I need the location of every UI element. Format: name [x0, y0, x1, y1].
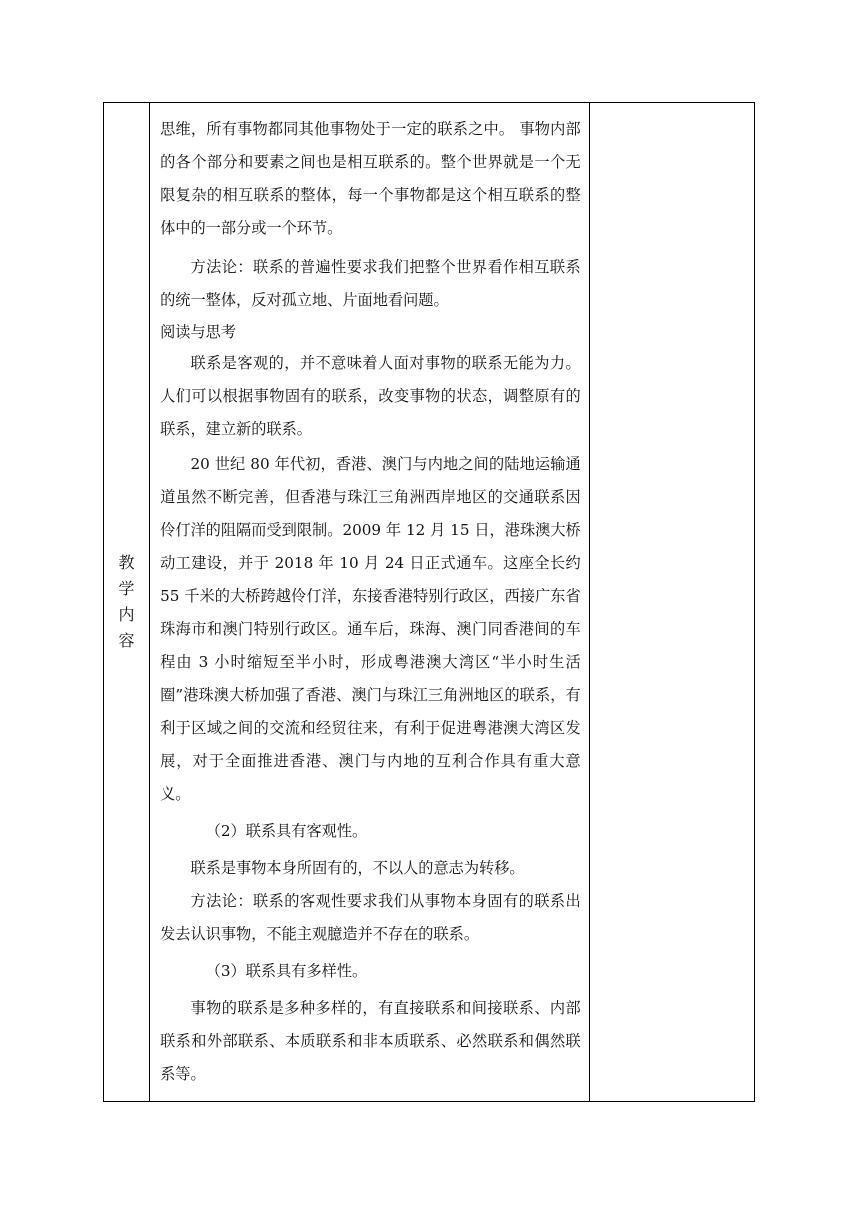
notes-cell	[589, 103, 754, 1102]
section-heading: （3）联系具有多样性。	[205, 962, 368, 980]
paragraph: 事物的联系是多种多样的，有直接联系和间接联系、内部联系和外部联系、本质联系和非本质联系、必然联系和偶然联系等。	[160, 999, 581, 1083]
paragraph: 思维，所有事物都同其他事物处于一定的联系之中。 事物内部的各个部分和要素之间也是相互联系的。整个世界就是一个无限复杂的相互联系的整体，每一个事物都是这个相互联系的整体中的一部分或一个环节。	[160, 120, 581, 237]
content-cell	[150, 103, 590, 1102]
paragraph: 方法论：联系的客观性要求我们从事物本身固有的联系出发去认识事物，不能主观臆造并不存在的联系。	[160, 892, 581, 943]
row-label: 教学内容	[118, 553, 135, 650]
section-heading: （2）联系具有客观性。	[205, 822, 368, 840]
paragraph: 方法论：联系的普遍性要求我们把整个世界看作相互联系的统一整体，反对孤立地、片面地看问题。	[160, 258, 581, 309]
paragraph: 联系是事物本身所固有的，不以人的意志为转移。	[190, 859, 525, 877]
row-label-cell	[104, 103, 150, 1102]
section-heading: 阅读与思考	[160, 323, 236, 341]
table-row	[104, 103, 755, 1102]
paragraph: 20 世纪 80 年代初，香港、澳门与内地之间的陆地运输通道虽然不断完善，但香港与珠江三角洲西岸地区的交通联系因伶仃洋的阻隔而受到限制。2009 年 12 月 15 日，港珠澳大桥动工建设，并于 2018 年 10 月 24 日正式通车。这座全长约 55 千米的大桥跨越伶仃洋，东接香港特别行政区，西接广东省珠海市和澳门特别行政区。通车后，珠海、澳门同香港间的车程由 3 小时缩短至半小时，形成粤港澳大湾区“半小时生活圈”港珠澳大桥加强了香港、澳门与珠江三角洲地区的联系，有利于区域之间的交流和经贸往来，有利于促进粤港澳大湾区发展，对于全面推进香港、澳门与内地的互利合作具有重大意义。	[160, 455, 581, 803]
lesson-table	[103, 102, 755, 1102]
paragraph: 联系是客观的，并不意味着人面对事物的联系无能为力。人们可以根据事物固有的联系，改变事物的状态，调整原有的联系，建立新的联系。	[160, 354, 581, 438]
